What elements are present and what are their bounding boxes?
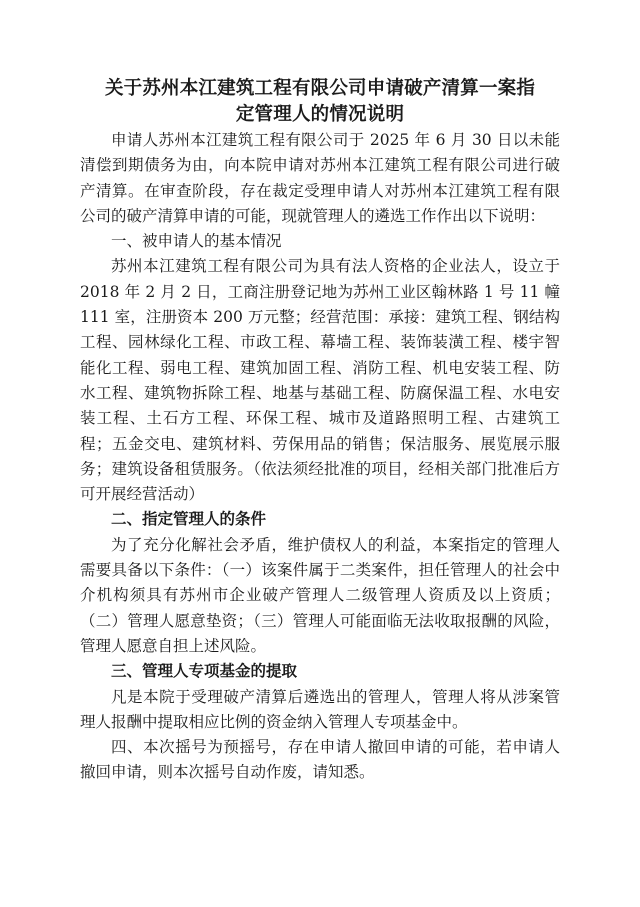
section-3-body: 凡是本院于受理破产清算后遴选出的管理人，管理人将从涉案管理人报酬中提取相应比例的资金纳入管理人专项基金中。 [80, 687, 560, 731]
section-4-body: 四、本次摇号为预摇号，存在申请人撤回申请的可能，若申请人撤回申请，则本次摇号自动作废，请知悉。 [80, 738, 560, 782]
section-1-heading: 一、被申请人的基本情况 [111, 232, 282, 251]
title-line-1: 关于苏州本江建筑工程有限公司申请破产清算一案指 [104, 78, 536, 99]
section-1-body: 苏州本江建筑工程有限公司为具有法人资格的企业法人，设立于 2018 年 2 月 2 日，工商注册登记地为苏州工业区翰林路 1 号 11 幢 111 室，注册资本 200 万元整；经营范围：承接：建筑工程、钢结构工程、园林绿化工程、市政工程、幕墙工程、装饰装潢工程、楼宇智能化工程、弱电工程、建筑加固工程、消防工程、机电安装工程、防水工程、建筑物拆除工程、地基与基础工程、防腐保温工程、水电安装工程、土石方工程、环保工程、城市及道路照明工程、古建筑工程；五金交电、建筑材料、劳保用品的销售；保洁服务、展览展示服务；建筑设备租赁服务。（依法须经批准的项目，经相关部门批准后方可开展经营活动） [80, 257, 560, 504]
section-2-heading: 二、指定管理人的条件 [111, 510, 267, 529]
section-2-body: 为了充分化解社会矛盾，维护债权人的利益，本案指定的管理人需要具备以下条件：（一）该案件属于二类案件，担任管理人的社会中介机构须具有苏州市企业破产管理人二级管理人资质及以上资质；（二）管理人愿意垫资；（三）管理人可能面临无法收取报酬的风险，管理人愿意自担上述风险。 [80, 535, 560, 655]
intro-paragraph: 申请人苏州本江建筑工程有限公司于 2025 年 6 月 30 日以未能清偿到期债务为由，向本院申请对苏州本江建筑工程有限公司进行破产清算。在审查阶段，存在裁定受理申请人对苏州本江建筑工程有限公司的破产清算申请的可能，现就管理人的遴选工作作出以下说明： [80, 131, 560, 225]
section-3-heading: 三、管理人专项基金的提取 [111, 662, 298, 681]
title-line-2: 定管理人的情况说明 [235, 104, 405, 125]
document-title [80, 76, 560, 128]
